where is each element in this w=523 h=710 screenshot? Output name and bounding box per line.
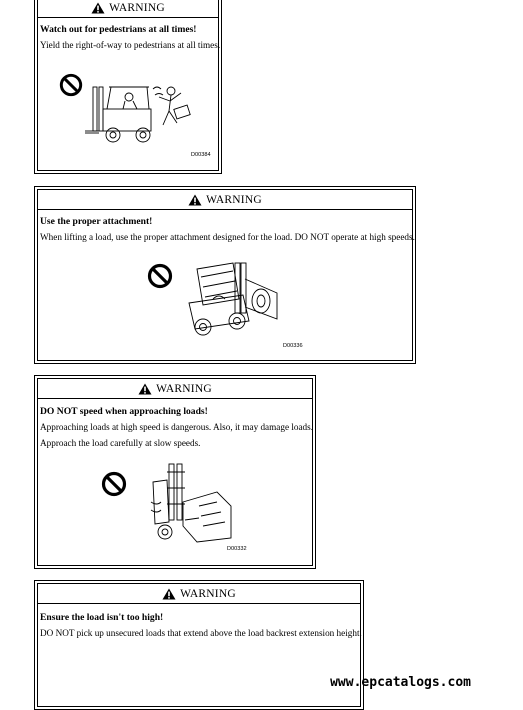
warning-header	[38, 584, 360, 604]
prohibited-icon	[101, 471, 127, 497]
warning-text: Yield the right-of-way to pedestrians at all times.	[40, 40, 221, 50]
warning-triangle-icon	[188, 194, 202, 206]
warning-triangle-icon	[162, 588, 176, 600]
warning-title: Watch out for pedestrians at all times!	[40, 24, 197, 35]
warning-box-approach-speed	[34, 375, 316, 569]
figure-code: D00332	[227, 546, 247, 552]
figure-code: D00384	[191, 152, 211, 158]
warning-heading: WARNING	[206, 193, 262, 206]
warning-box-pedestrians	[34, 0, 222, 174]
warning-heading: WARNING	[156, 382, 212, 395]
warning-header	[38, 190, 412, 210]
warning-triangle-icon	[138, 383, 152, 395]
forklift-attachment-illustration	[183, 259, 283, 343]
warning-text: Approach the load carefully at slow speeds.	[40, 438, 201, 448]
warning-box-attachment	[34, 186, 416, 364]
warning-text: When lifting a load, use the proper attachment designed for the load. DO NOT operate at high speeds.	[40, 232, 415, 242]
warning-heading: WARNING	[180, 587, 236, 600]
forklift-pedestrian-illustration	[75, 81, 195, 147]
watermark-text: www.epcatalogs.com	[330, 675, 471, 690]
figure-code: D00336	[283, 343, 303, 349]
warning-heading: WARNING	[109, 1, 165, 14]
warning-text: Approaching loads at high speed is dangerous. Also, it may damage loads.	[40, 422, 314, 432]
prohibited-icon	[147, 263, 173, 289]
warning-triangle-icon	[91, 2, 105, 14]
warning-title: Use the proper attachment!	[40, 216, 153, 227]
warning-header	[38, 0, 218, 18]
forklift-approach-illustration	[147, 462, 233, 546]
warning-header	[38, 379, 312, 399]
warning-title: Ensure the load isn't too high!	[40, 612, 164, 623]
warning-text: DO NOT pick up unsecured loads that extend above the load backrest extension height.	[40, 628, 362, 638]
warning-title: DO NOT speed when approaching loads!	[40, 406, 208, 417]
warning-box-load-height	[34, 580, 364, 710]
